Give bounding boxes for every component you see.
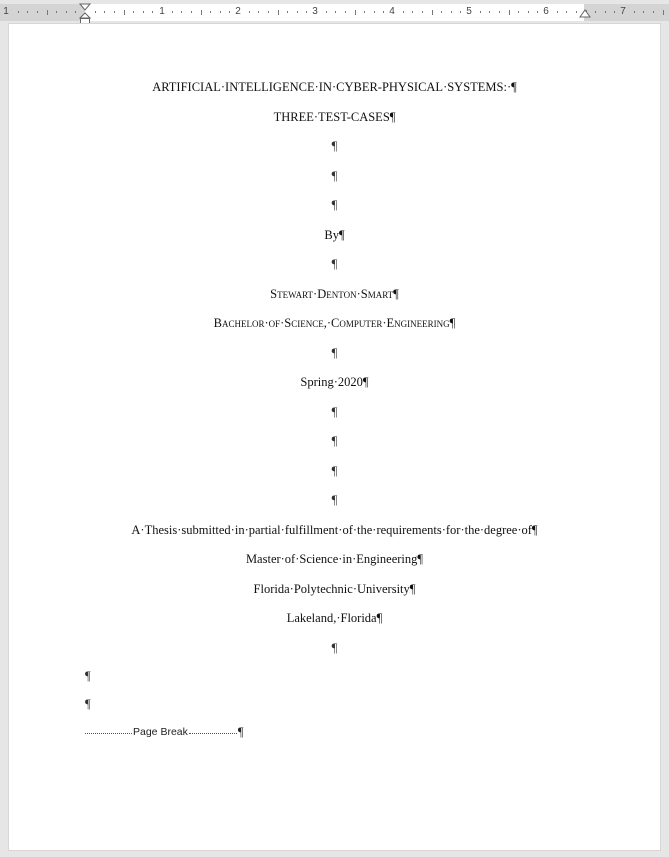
ruler-tick [220,11,221,13]
ruler-tick [566,11,567,13]
ruler-tick [172,11,173,13]
ruler-tick [229,11,230,13]
empty-paragraph[interactable]: ¶ [331,139,338,153]
empty-paragraph[interactable]: ¶ [331,346,338,360]
ruler-tick [152,11,153,13]
title-line-2[interactable]: THREE·TEST-CASES¶ [273,110,396,124]
ruler-tick [114,11,115,13]
empty-paragraph[interactable]: ¶ [331,493,338,507]
ruler-tick [576,11,577,13]
ruler-tick [499,11,500,13]
ruler-tick [518,11,519,13]
ruler-tick [355,10,356,15]
ruler-tick [432,10,433,15]
ruler-tick [383,11,384,13]
ruler-number: 4 [389,6,395,17]
empty-paragraph-left[interactable]: ¶ [85,669,91,683]
ruler-tick [509,10,510,15]
ruler-tick [335,11,336,13]
ruler-tick [441,11,442,13]
right-indent-marker[interactable] [579,7,591,21]
ruler-tick [364,11,365,13]
title-line-1[interactable]: ARTIFICIAL·INTELLIGENCE·IN·CYBER-PHYSICAL·SYSTEMS:·¶ [152,80,517,94]
ruler-tick [124,10,125,15]
indent-markers-left[interactable] [79,3,91,25]
ruler-tick [104,11,105,13]
empty-paragraph[interactable]: ¶ [331,257,338,271]
ruler-tick [480,11,481,13]
ruler-tick [278,10,279,15]
ruler-tick [37,11,38,13]
ruler-tick [210,11,211,13]
ruler-tick [634,11,635,13]
ruler-tick [249,11,250,13]
ruler-number: 1 [159,6,165,17]
ruler-tick [537,11,538,13]
ruler-tick [374,11,375,13]
ruler-tick [297,11,298,13]
ruler-tick [287,11,288,13]
prior-degree[interactable]: Bachelor·of·Science,·Computer·Engineering¶ [213,316,456,330]
ruler-number: 7 [620,6,626,17]
term-line[interactable]: Spring·2020¶ [300,375,369,389]
university-line[interactable]: Florida·Polytechnic·University¶ [253,582,416,596]
empty-paragraph[interactable]: ¶ [331,434,338,448]
ruler-tick [412,11,413,13]
page-break-dots-right [189,733,237,734]
ruler-tick [201,10,202,15]
page-break-marker[interactable] [85,724,244,740]
ruler-tick [306,11,307,13]
ruler-number: 2 [235,6,241,17]
ruler-tick [605,11,606,13]
degree-line[interactable]: Master·of·Science·in·Engineering¶ [245,552,424,566]
location-line[interactable]: Lakeland,·Florida¶ [286,611,383,625]
ruler-tick [403,11,404,13]
ruler-tick [66,11,67,13]
ruler-tick [258,11,259,13]
ruler-tick [614,11,615,13]
ruler-tick [489,11,490,13]
ruler-number: 1 [3,6,9,17]
empty-paragraph[interactable]: ¶ [331,464,338,478]
ruler-tick [643,11,644,13]
ruler-tick [27,11,28,13]
by-line[interactable]: By¶ [324,228,345,242]
empty-paragraph[interactable]: ¶ [331,641,338,655]
horizontal-ruler[interactable] [0,4,669,21]
ruler-tick [422,11,423,13]
page-break-dots-left [85,733,132,734]
empty-paragraph[interactable]: ¶ [331,405,338,419]
ruler-tick [18,11,19,13]
ruler-tick [345,11,346,13]
thesis-statement[interactable]: A·Thesis·submitted·in·partial·fulfillment·of·the·requirements·for·the·degree·of¶ [131,523,538,537]
ruler-number: 5 [466,6,472,17]
ruler-tick [133,11,134,13]
ruler-tick [528,11,529,13]
ruler-tick [451,11,452,13]
ruler-tick [595,11,596,13]
ruler-tick [75,11,76,13]
ruler-tick [460,11,461,13]
ruler-tick [95,11,96,13]
author-name[interactable]: Stewart·Denton·Smart¶ [270,287,399,301]
ruler-tick [326,11,327,13]
document-page[interactable] [9,24,660,850]
ruler-tick [191,11,192,13]
empty-paragraph-left[interactable]: ¶ [85,697,91,711]
ruler-tick [143,11,144,13]
ruler-tick [47,10,48,15]
ruler-number: 3 [312,6,318,17]
page-break-pilcrow: ¶ [237,724,244,739]
empty-paragraph[interactable]: ¶ [331,198,338,212]
empty-paragraph[interactable]: ¶ [331,169,338,183]
ruler-number: 6 [543,6,549,17]
ruler-tick [557,11,558,13]
page-break-label: Page Break [133,726,188,738]
ruler-tick [56,11,57,13]
ruler-tick [181,11,182,13]
ruler-tick [268,11,269,13]
ruler-tick [663,10,664,15]
ruler-tick [653,11,654,13]
